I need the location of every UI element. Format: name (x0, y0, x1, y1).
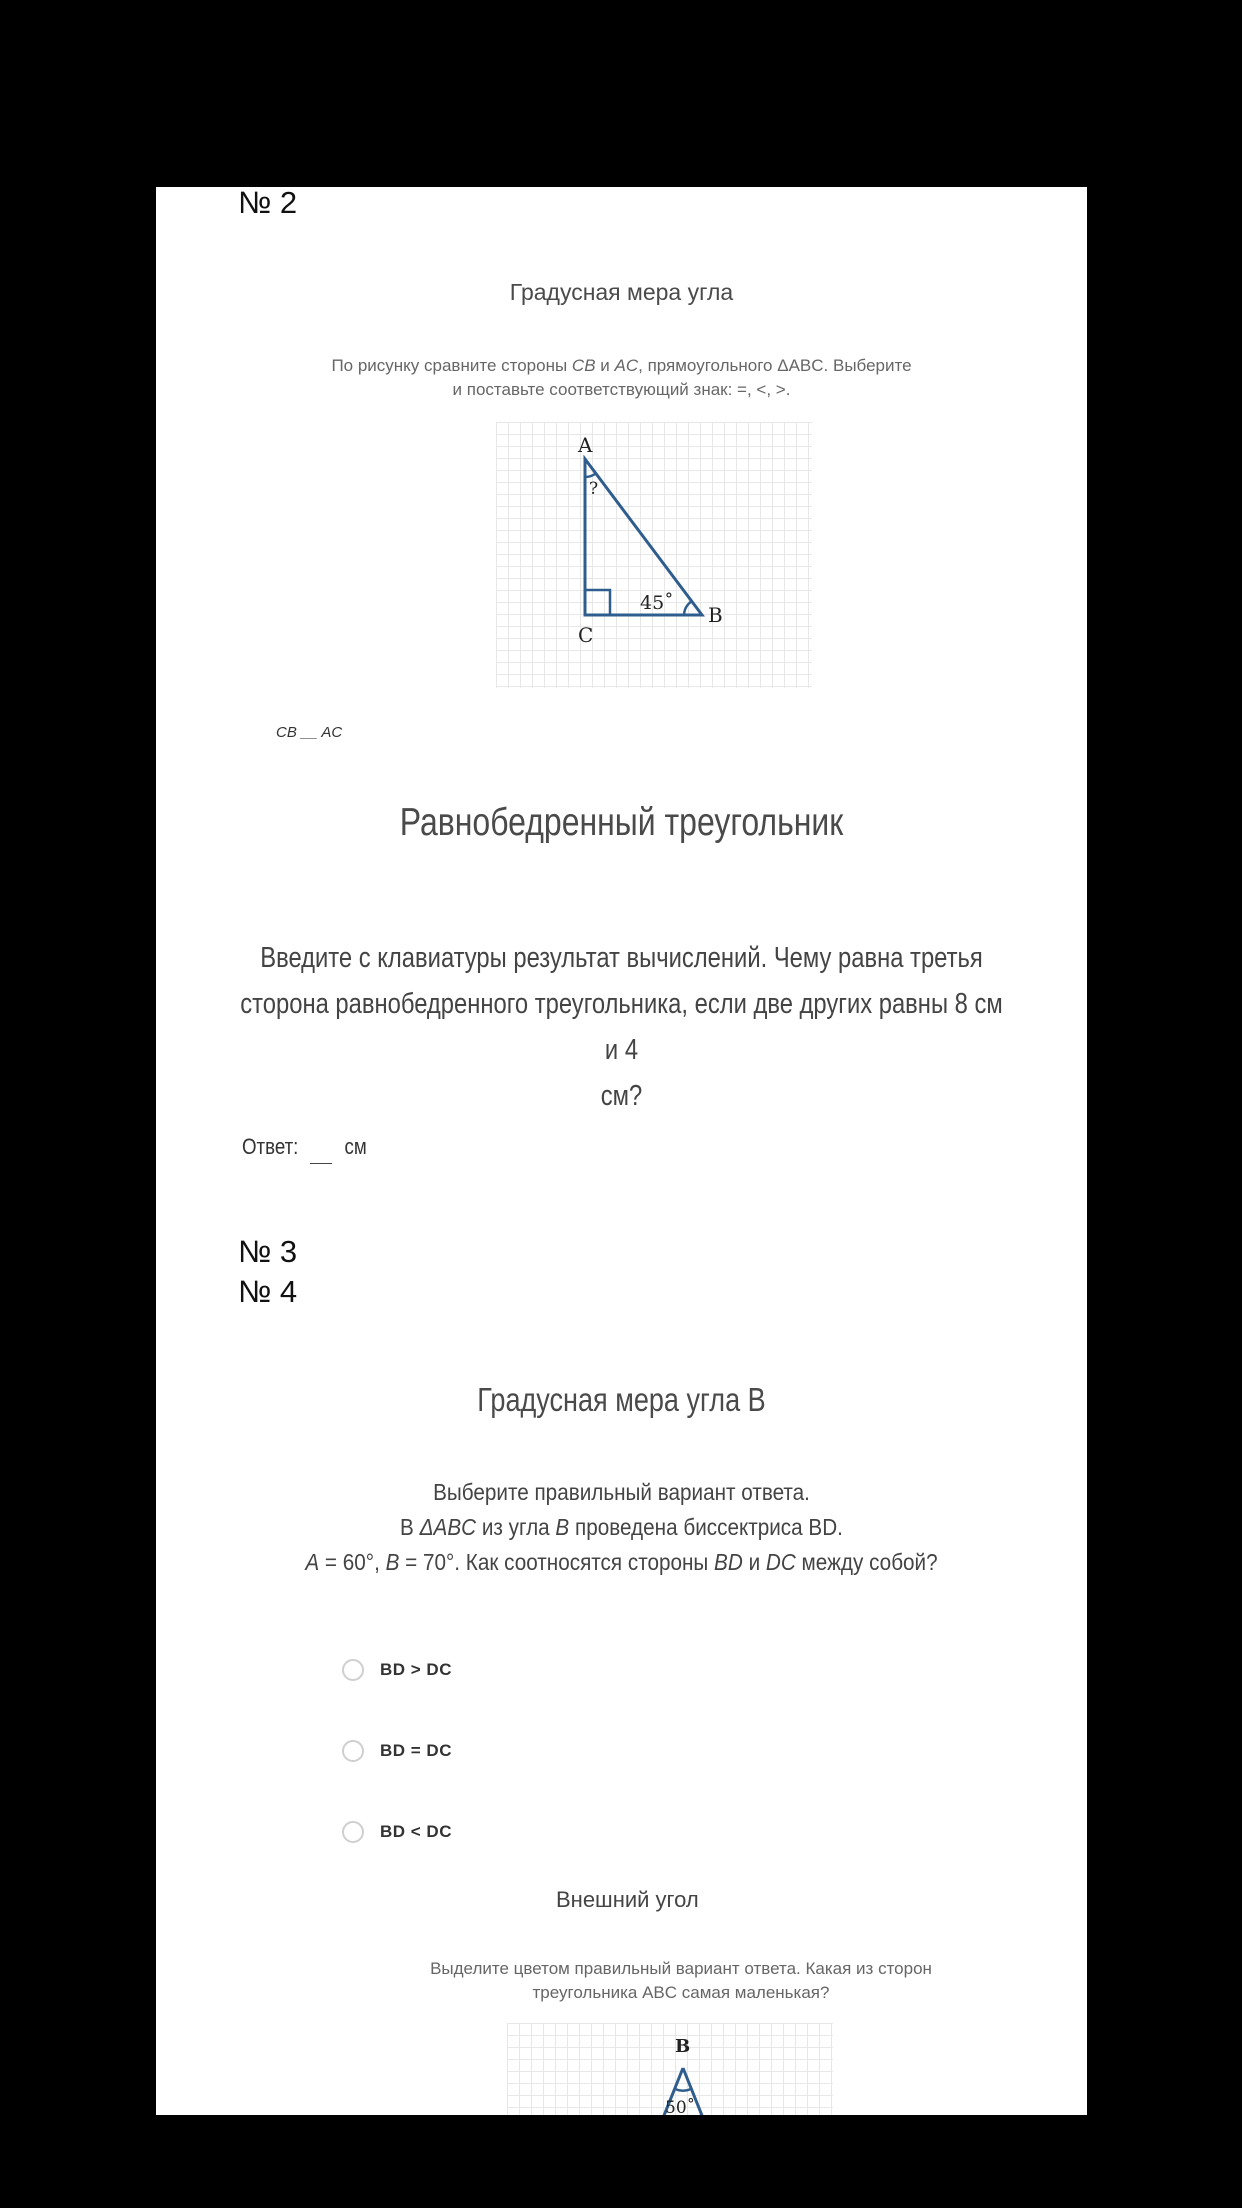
task-title-exterior-angle: Внешний угол (556, 1887, 699, 1912)
question-number-2: № 2 (238, 187, 298, 220)
answer-blank[interactable]: __ (301, 724, 318, 741)
worksheet-page (156, 187, 1087, 2115)
radio-button[interactable] (342, 1659, 364, 1681)
task-statement-bisector (203, 1475, 1041, 1580)
exterior-angle-figure (507, 2023, 833, 2115)
task-title-angle-measure: Градусная мера угла (509, 279, 734, 305)
statement-line-2: В ΔABC из угла B проведена биссектриса BD. (400, 1514, 843, 1540)
answer-row-compare: CB __ AC (276, 724, 343, 741)
vertex-label-a: A (578, 433, 593, 457)
task-statement-smallest-side (246, 1957, 1087, 2005)
vertex-label-b: B (708, 603, 723, 627)
statement-line-3: A = 60°, B = 70°. Как соотносятся стороны BD и DC между собой? (305, 1549, 938, 1575)
angle-b-arc (684, 601, 692, 615)
angle-b-arc (675, 2089, 691, 2091)
statement-line-2: и поставьте соответствующий знак: =, <, >. (452, 380, 791, 399)
angle-b-value: 45˚ (640, 592, 674, 614)
task-title-angle-b: Градусная мера угла B (477, 1381, 766, 1418)
task-title-isosceles: Равнобедренный треугольник (399, 801, 844, 844)
radio-option-label: BD = DC (380, 1741, 452, 1760)
answer-input[interactable] (310, 1163, 332, 1164)
exterior-angle-drawing (507, 2023, 833, 2115)
statement-line-1: Выделите цветом правильный вариант ответа. Какая из сторон (430, 1959, 932, 1978)
question-number-3: № 3 (238, 1234, 298, 1269)
angle-a-unknown: ? (589, 479, 599, 499)
task-statement-compare-sides (156, 354, 1087, 402)
statement-line-1: По рисунку сравните стороны CB и AC, прямоугольного ΔABC. Выберите (331, 356, 912, 375)
radio-button[interactable] (342, 1740, 364, 1762)
task-statement-isosceles (240, 935, 1003, 1119)
vertex-label-c: C (578, 623, 594, 647)
vertex-label-b: B (675, 2036, 691, 2057)
statement-line-1: Выберите правильный вариант ответа. (433, 1479, 810, 1505)
statement-line-1: Введите с клавиатуры результат вычислений. Чему равна третья (260, 942, 983, 974)
radio-option-label: BD < DC (380, 1822, 452, 1841)
right-triangle-figure (496, 422, 812, 688)
radio-option-label: BD > DC (380, 1660, 452, 1679)
answer-row-isosceles: Ответ: см (242, 1134, 367, 1160)
statement-line-2: сторона равнобедренного треугольника, если две других равны 8 см и 4 (240, 988, 1003, 1066)
angle-b-value: 50˚ (665, 2098, 696, 2115)
statement-line-3: см? (600, 1080, 643, 1112)
right-triangle-drawing (496, 422, 812, 688)
radio-button[interactable] (342, 1821, 364, 1843)
right-angle-marker (585, 590, 610, 615)
question-number-4: № 4 (238, 1274, 298, 1309)
statement-line-2: треугольника ABC самая маленькая? (532, 1983, 830, 2002)
